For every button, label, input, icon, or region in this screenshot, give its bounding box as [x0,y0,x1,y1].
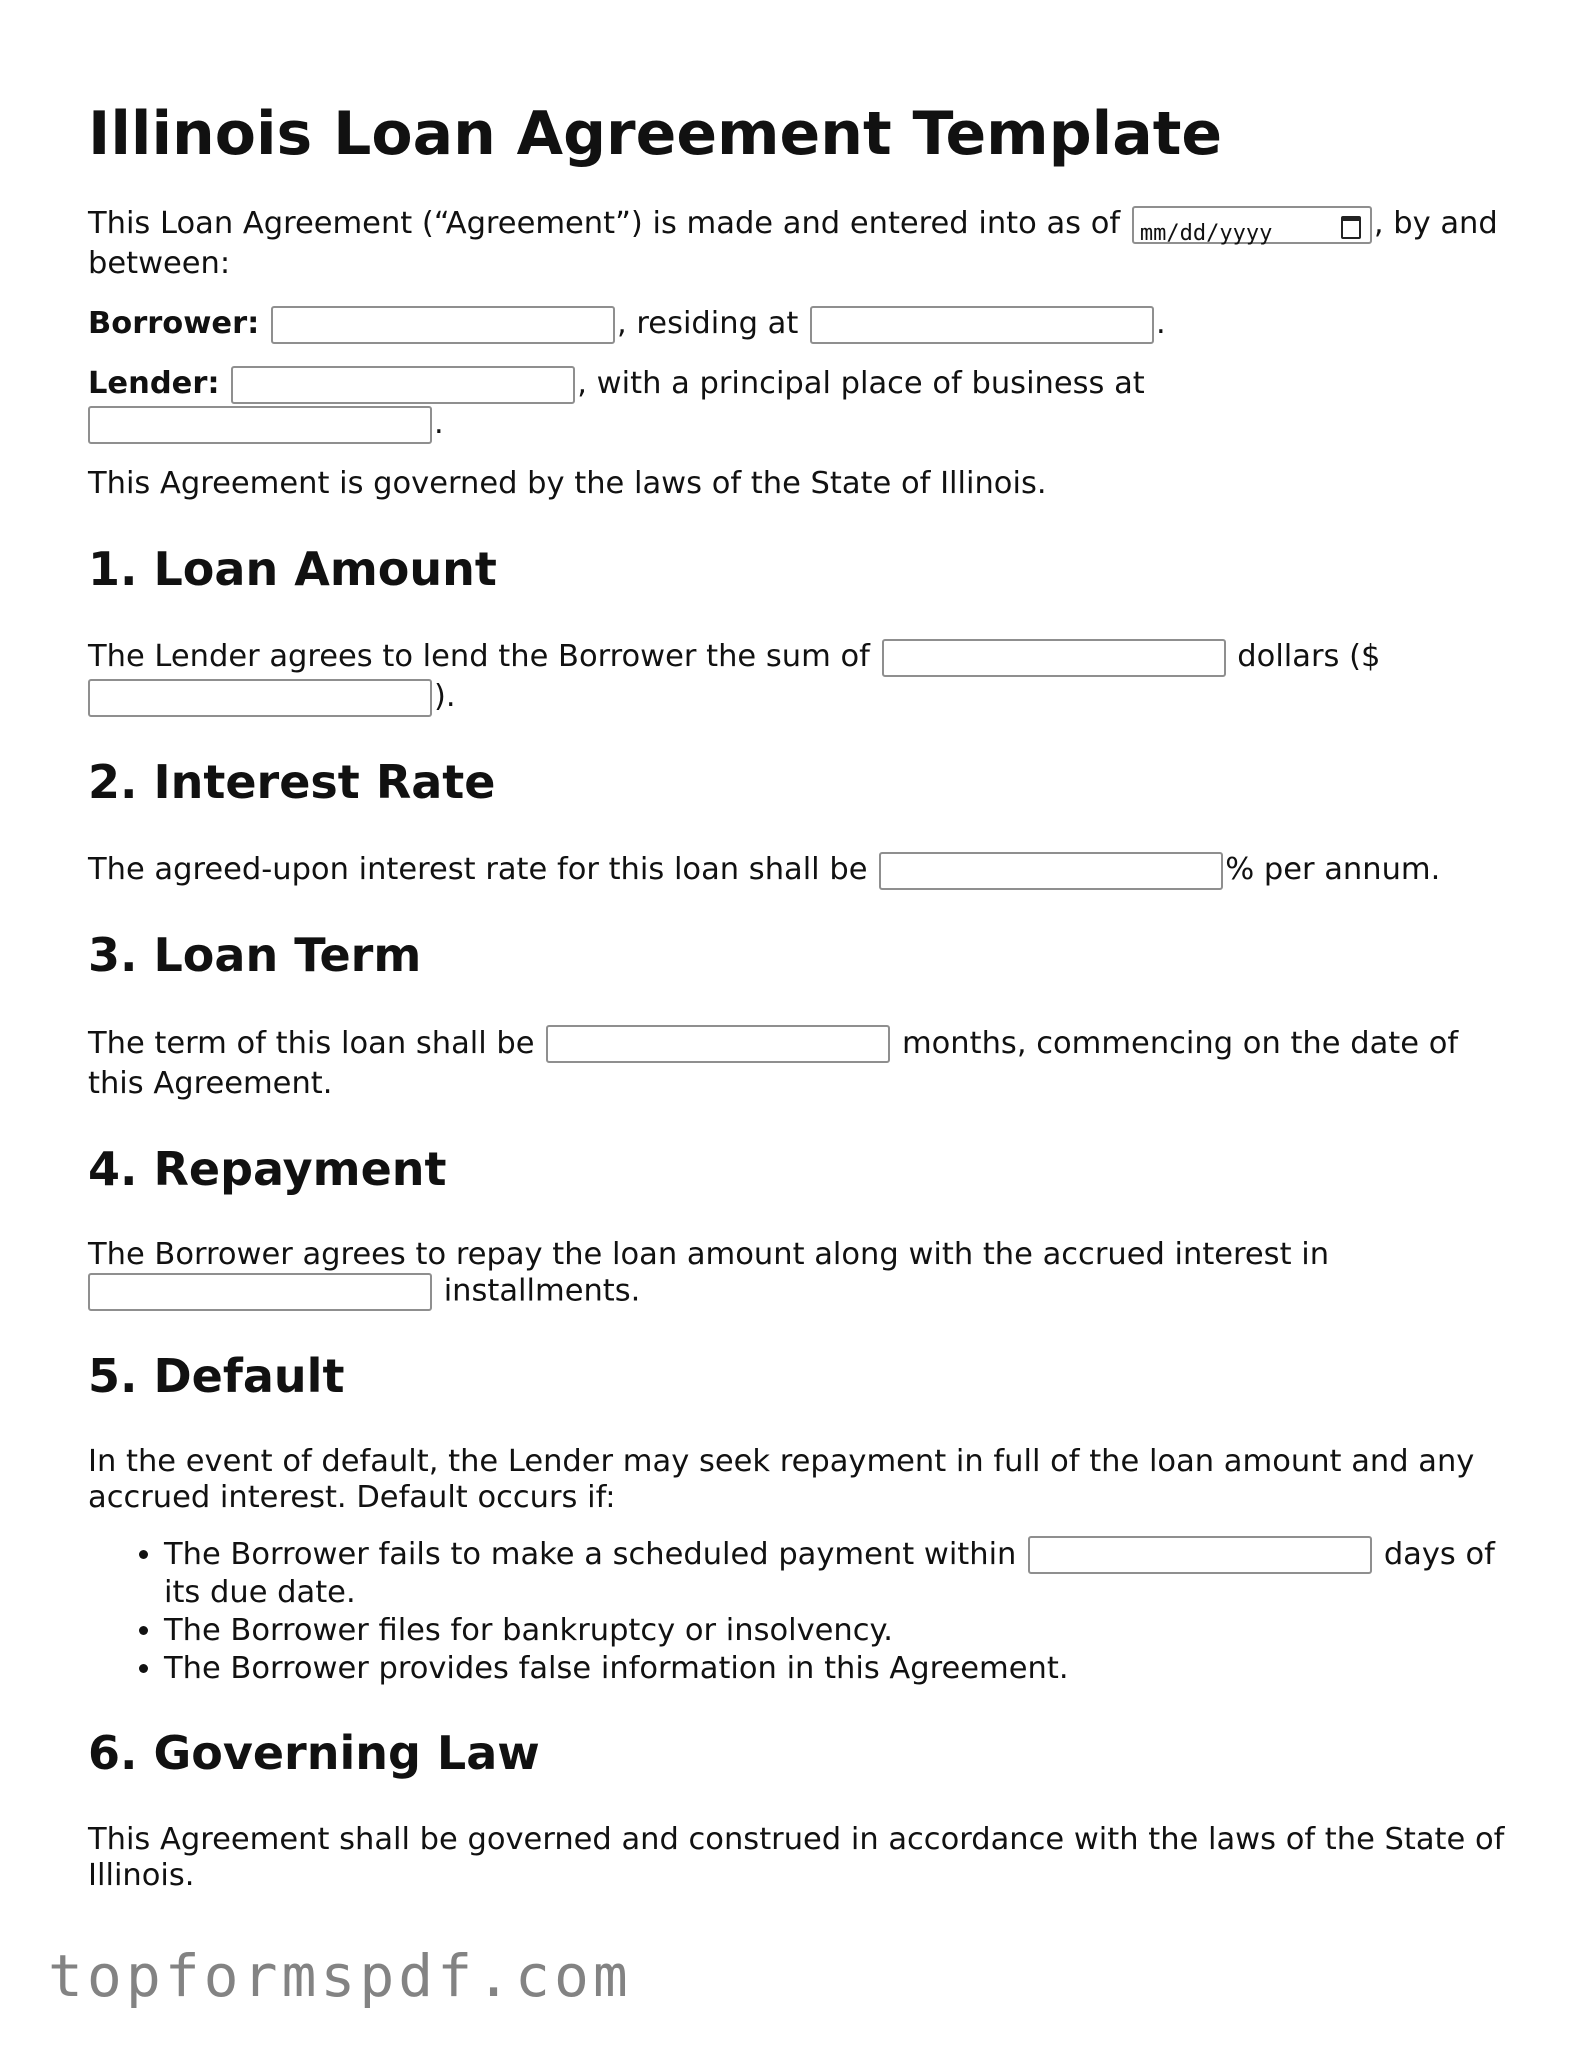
list-item [164,1536,1508,1613]
loan-amount-words-input[interactable] [882,639,1226,677]
section-heading-repayment: 4. Repayment [88,1141,447,1196]
borrower-line [88,304,1508,344]
section-heading-default: 5. Default [88,1348,345,1403]
default-bullet1-text: The Borrower fails to make a scheduled payment within [164,1536,1017,1572]
loan-amount-number-input[interactable] [88,679,432,717]
interest-rate-end-text: % per annum. [1225,852,1441,888]
borrower-name-input[interactable] [271,306,615,344]
repayment-text: The Borrower agrees to repay the loan amount along with the accrued interest in [88,1236,1330,1272]
page-title: Illinois Loan Agreement Template [88,99,1223,169]
section-heading-loan-amount: 1. Loan Amount [88,542,497,596]
lender-line [88,364,1508,444]
intro-text-end: , by and between: [88,206,1498,281]
repayment-installments-input[interactable] [88,1273,432,1311]
interest-rate-input[interactable] [879,852,1223,890]
section-heading-loan-term: 3. Loan Term [88,928,422,983]
list-item: • The Borrower files for bankruptcy or insolvency. [164,1612,1508,1650]
default-conditions-list [88,1536,1508,1689]
loan-term-paragraph [88,1024,1508,1104]
list-item: • The Borrower provides false information in this Agreement. [164,1650,1508,1688]
lender-name-input[interactable] [231,366,575,404]
loan-amount-paragraph [88,637,1508,717]
intro-text: This Loan Agreement (“Agreement”) is made and entered into as of [88,206,1121,241]
document-page [88,98,1508,1914]
borrower-address-input[interactable] [810,306,1154,344]
section-heading-governing-law: 6. Governing Law [88,1726,540,1781]
lender-address-input[interactable] [88,406,432,444]
repayment-paragraph [88,1237,1508,1311]
loan-term-months-input[interactable] [546,1025,890,1063]
borrower-end-text: . [1156,306,1166,341]
interest-rate-paragraph [88,850,1508,890]
loan-term-text: The term of this loan shall be [88,1025,535,1061]
calendar-icon[interactable] [1341,216,1361,239]
agreement-date-input[interactable] [1132,206,1372,244]
loan-amount-mid-text: dollars ($ [1237,639,1381,675]
grace-period-days-input[interactable] [1028,1536,1372,1574]
governing-intro: This Agreement is governed by the laws of the State of Illinois. [88,466,1047,501]
loan-term-end-text: months, commencing on the date of this Agreement. [88,1025,1459,1101]
section-heading-interest-rate: 2. Interest Rate [88,755,496,810]
intro-paragraph [88,204,1508,284]
governing-law-paragraph: This Agreement shall be governed and construed in accordance with the laws of the State of Illinois. [88,1821,1505,1893]
loan-amount-text: The Lender agrees to lend the Borrower the sum of [88,639,870,675]
borrower-label: Borrower: [88,306,260,341]
lender-label: Lender: [88,366,220,401]
default-bullet1-end-text: days of its due date. [164,1536,1495,1611]
watermark: topformspdf.com [48,1942,632,2010]
interest-rate-text: The agreed-upon interest rate for this loan shall be [88,852,868,888]
repayment-end-text: installments. [443,1273,641,1309]
default-paragraph: In the event of default, the Lender may seek repayment in full of the loan amount and any accrued interest. Default occurs if: [88,1443,1475,1515]
lender-end-text: . [434,406,444,441]
loan-amount-end-text: ). [434,679,456,715]
lender-mid-text: , with a principal place of business at [577,366,1145,401]
borrower-mid-text: , residing at [617,306,799,341]
date-placeholder: mm/dd/yyyy [1139,220,1273,246]
